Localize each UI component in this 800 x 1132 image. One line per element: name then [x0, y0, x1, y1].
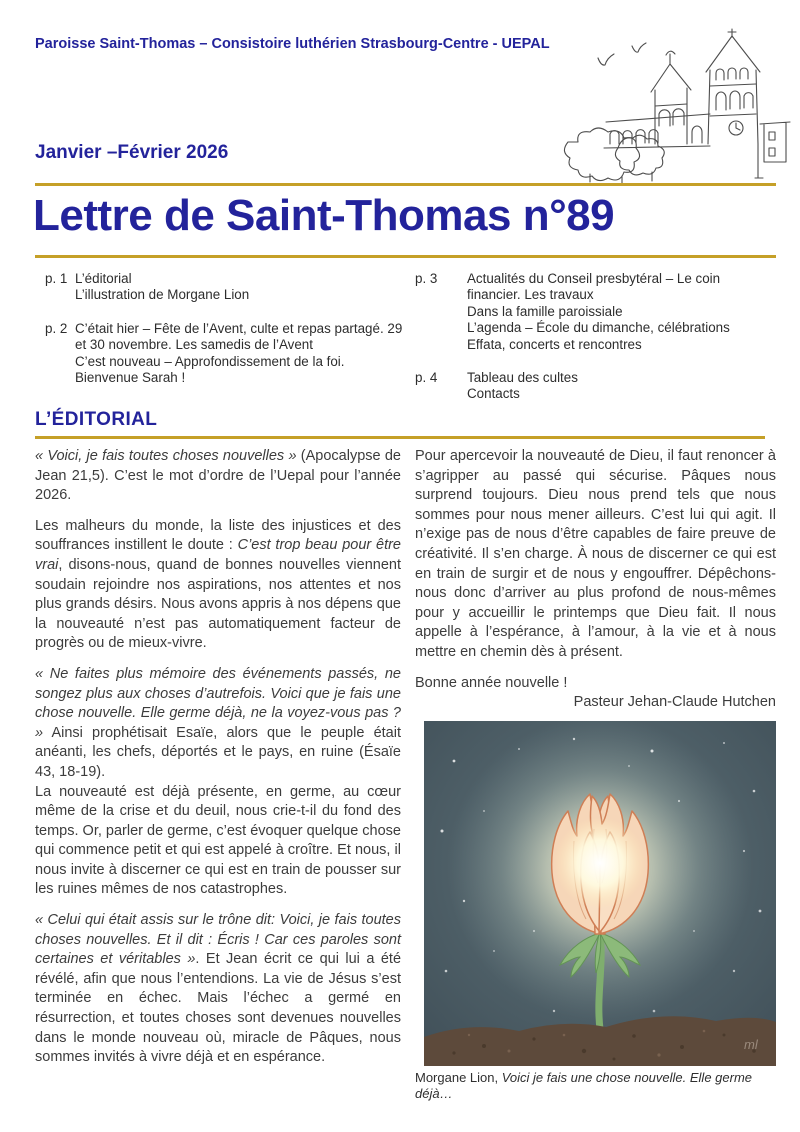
editorial-body [35, 447, 776, 1102]
editorial-paragraph [35, 665, 401, 783]
paragraph-text: . Et Jean écrit ce qui lui a été révélé, afin que nous l’entendions. La vie de Jésus s’est terminée en échec. Mais l’échec a germé en résurrection, et toutes choses sont devenues nouvelles dans le monde nouveau où, miracle de Pâques, nous sommes invités à vivre déjà et en espérance. [35, 951, 402, 1066]
caption-author: Morgane Lion, [415, 1069, 502, 1085]
paragraph-text: (Apocalypse de Jean 21,5). C’est le mot d’ordre de l’Uepal pour l’année 2026. [35, 448, 401, 504]
issue-date: Janvier –Février 2026 [35, 142, 229, 163]
toc-line: Actualités du Conseil presbytéral – Le coin financier. Les travaux [467, 271, 721, 303]
editorial-paragraph [35, 447, 401, 506]
table-of-contents [45, 271, 770, 420]
toc-column-right [415, 271, 770, 420]
toc-page-label: p. 2 [45, 320, 68, 336]
paragraph-text: Pour apercevoir la nouveauté de Dieu, il faut renoncer à s’agripper au passé qui sécurise. Pâques nous surprend toujours. Dieu nous prend tels que nous sommes pour nous mener ailleurs. C’est lui qui agit. Il n’exige pas de nous d’être capables de faire preuve de créativité. Il s’en charge. À nous de discerner ce qui est en train de surgir et de nous y engouffrer. Dépêchons-nous donc d’arriver au plus profond de nous-mêmes pour y accueillir le printemps que Dieu fait. Il nous appelle à l’espérance, à l’amour, à la vie et à nous mettre en chemin dès à présent. [415, 448, 776, 660]
bird-icon [598, 54, 614, 65]
toc-line: Dans la famille paroissiale [467, 303, 623, 319]
caption-title: Voici je fais une chose nouvelle. Elle germe déjà… [415, 1069, 753, 1101]
artist-monogram: ml [744, 1036, 758, 1052]
paragraph-text: Les malheurs du monde, la liste des injustices et des souffrances instillent le doute : [35, 517, 401, 554]
paragraph-text: , disons-nous, quand de bonnes nouvelles viennent soudain rejoindre nos aspirations, nos attentes et nos plus grands désirs. Nous avons appris à nos dépens que la nouveauté n’est pas automatiquement facteur de progrès ou de mieux-vivre. [35, 556, 401, 652]
author-signature: Pasteur Jehan-Claude Hutchen [573, 694, 776, 711]
toc-page-label: p. 4 [415, 370, 438, 386]
editorial-paragraph [35, 783, 401, 901]
toc-entry [45, 321, 410, 387]
masthead-text: Paroisse Saint-Thomas – Consistoire luthérien Strasbourg-Centre - UEPAL [35, 36, 550, 52]
toc-line: L’éditorial [75, 271, 132, 286]
editorial-paragraph [35, 517, 401, 654]
gold-divider [35, 436, 765, 439]
closing-line: Bonne année nouvelle ! [415, 674, 568, 691]
toc-line: L’agenda – École du dimanche, célébrations Effata, concerts et rencontres [467, 320, 730, 352]
toc-line: L’illustration de Morgane Lion [75, 287, 250, 303]
editorial-paragraph [35, 911, 401, 1068]
page-title: Lettre de Saint-Thomas n°89 [33, 191, 615, 240]
toc-line: C’est nouveau – Approfondissement de la foi. Bienvenue Sarah ! [75, 353, 345, 386]
italic-quote-text: « Voici, je fais toutes choses nouvelles » [35, 448, 297, 464]
gold-divider [35, 183, 776, 186]
editorial-heading: L’ÉDITORIAL [35, 409, 158, 430]
paragraph-text: Ainsi prophétisait Esaïe, alors que le peuple était anéanti, les chefs, déportés et le pays, en ruine (Ésaïe 43, 18-19). [35, 724, 401, 780]
toc-column-left [45, 271, 410, 420]
toc-line: Tableau des cultes [467, 370, 578, 386]
bird-icon [632, 43, 646, 52]
editorial-paragraph [415, 447, 776, 663]
paragraph-text: La nouveauté est déjà présente, en germe, au cœur même de la crise et du deuil, nous crie-t-il du fond des temps. Or, parler de germe, c’est évoquer quelque chose qui commence petit et qui est appelé à croître. Et nous, il nous invite à discerner ce qui est en train de pousser sur les ruines mêmes de nos catastrophes. [35, 783, 401, 898]
toc-page-label: p. 3 [415, 271, 438, 286]
toc-entry [415, 271, 770, 353]
editorial-right-paragraphs [415, 447, 776, 663]
editorial-right-column [415, 447, 776, 1102]
italic-quote-text: « Celui qui était assis sur le trône dit: Voici, je fais toutes choses nouvelles. Et il dit : Écris ! Car ces paroles sont certaines et véritables » [35, 912, 401, 968]
artwork-caption [415, 1070, 776, 1102]
toc-line: C’était hier – Fête de l’Avent, culte et repas partagé. 29 et 30 novembre. Les samedis de l’Avent [75, 320, 403, 353]
toc-entry [45, 271, 410, 304]
church-sketch-illustration [560, 28, 792, 186]
toc-line: Contacts [467, 386, 520, 402]
toc-page-label: p. 1 [45, 271, 68, 286]
italic-quote-text: « Ne faites plus mémoire des événements passés, ne songez plus aux choses d’autrefois. Voici que je fais une chose nouvelle. Elle germe déjà, ne la voyez-vous pas ? » [35, 665, 401, 741]
toc-entry [415, 370, 770, 403]
italic-quote-text: C’est trop beau pour être vrai [35, 537, 401, 573]
artwork-illustration [424, 721, 776, 1066]
gold-divider [35, 255, 776, 258]
editorial-left-column [35, 447, 401, 1102]
